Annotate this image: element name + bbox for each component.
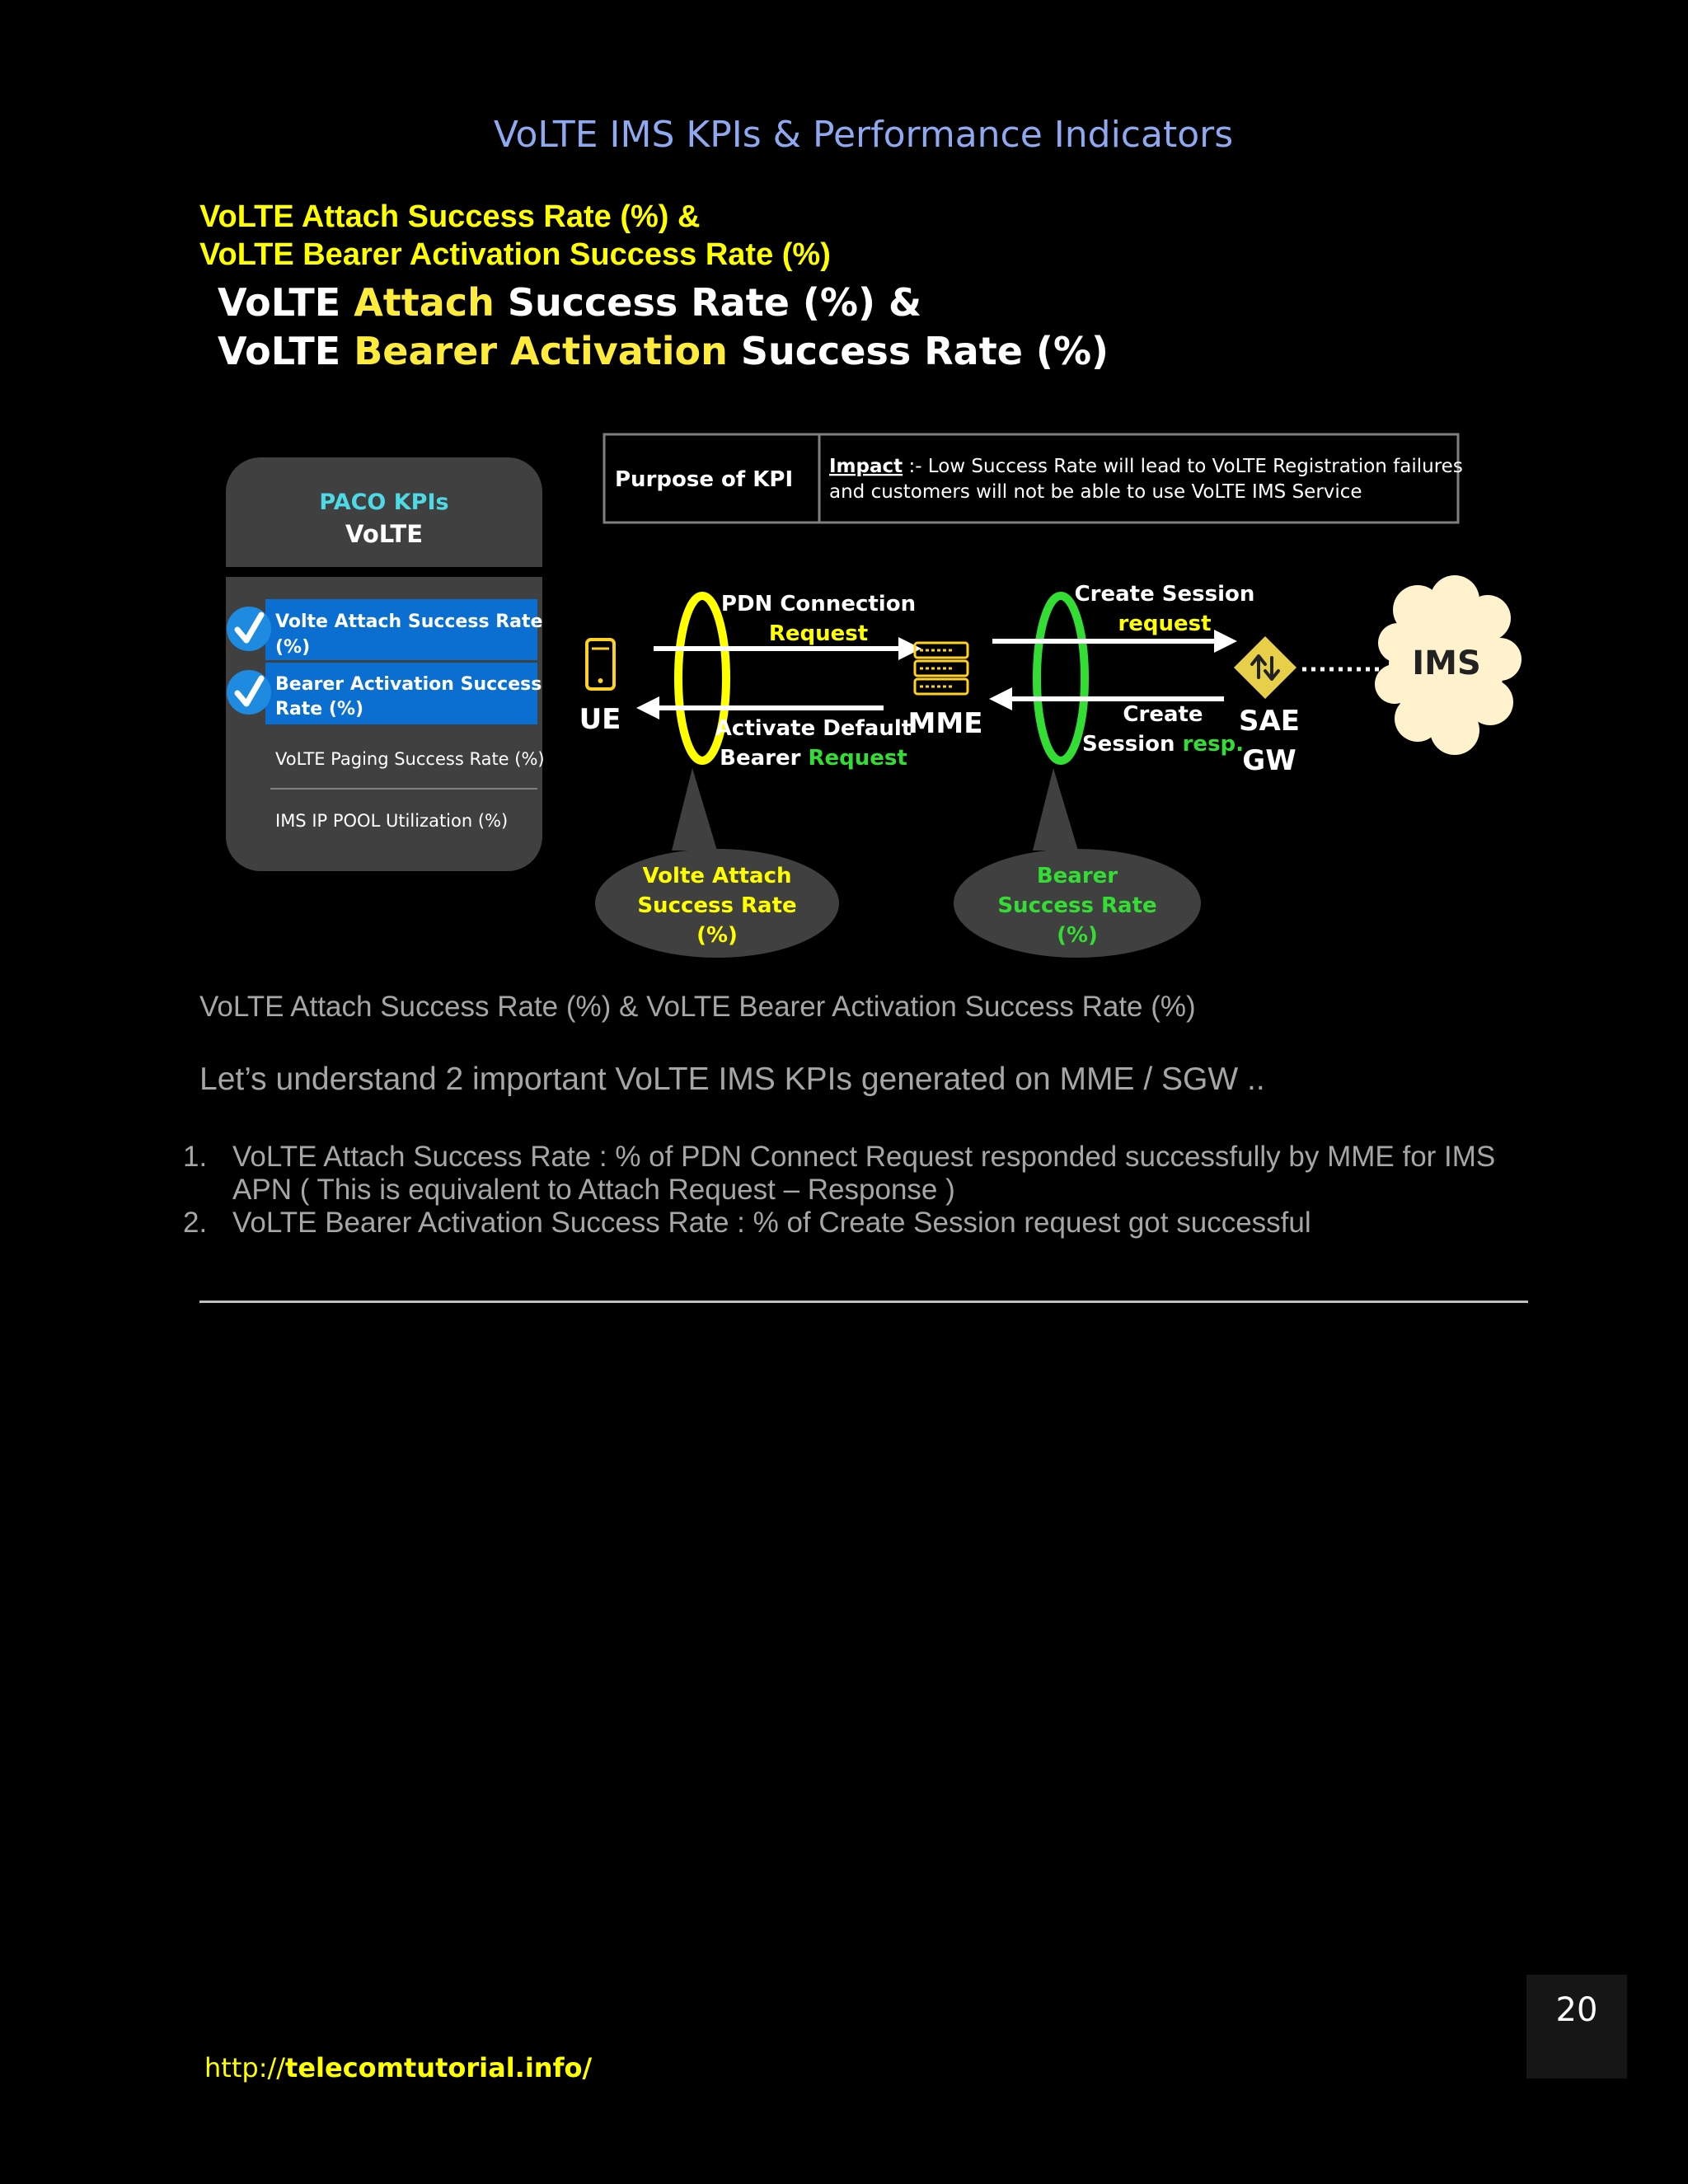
create-session-label: Create Session (1074, 582, 1255, 607)
session-resp-label: Session resp. (1081, 732, 1245, 757)
slide-title-text: VoLTE (218, 280, 354, 325)
callout-line: Success Rate (997, 893, 1157, 918)
callout-line: Success Rate (637, 893, 797, 918)
callout-line: (%) (1057, 923, 1098, 948)
impact-text-line2: and customers will not be able to use VoLTE IMS Service (829, 481, 1362, 503)
gw-label: GW (1242, 744, 1296, 777)
server-icon (915, 643, 968, 694)
document-title: VoLTE IMS KPIs & Performance Indicators (493, 114, 1234, 156)
paco-subtitle: VoLTE (345, 520, 424, 548)
page-number: 20 (1555, 1991, 1598, 2029)
footer-link-prefix: http:// (204, 2052, 286, 2083)
footer-link-domain: telecomtutorial.info/ (285, 2052, 593, 2083)
kpi-item-label: Volte Attach Success Rate (275, 612, 543, 632)
callout-line: Volte Attach (642, 864, 792, 888)
ims-label: IMS (1412, 644, 1481, 682)
footer-link[interactable] (204, 2052, 592, 2083)
impact-text-line1: Impact :- Low Success Rate will lead to VoLTE Registration failures (829, 456, 1463, 477)
purpose-label: Purpose of KPI (615, 467, 794, 492)
attach-callout (595, 768, 839, 958)
figure-caption: VoLTE Attach Success Rate (%) & VoLTE Bearer Activation Success Rate (%) (199, 991, 1196, 1023)
paco-title: PACO KPIs (319, 490, 449, 515)
list-number: 2. (183, 1207, 208, 1239)
slide-title-text: VoLTE (218, 329, 354, 373)
mme-label: MME (907, 707, 983, 740)
list-item-line: VoLTE Bearer Activation Success Rate : % of Create Session request got successful (232, 1207, 1311, 1239)
purpose-table (604, 434, 1463, 523)
list-item (232, 1141, 1495, 1207)
pdn-connection-label: PDN Connection (720, 592, 917, 616)
sae-gateway-icon (1234, 636, 1296, 699)
kpi-item-label: IMS IP POOL Utilization (%) (275, 811, 509, 831)
slide-title-highlight: Bearer Activation (354, 329, 728, 373)
phone-icon (587, 640, 614, 689)
bearer-request-label: Bearer Request (720, 746, 907, 771)
paco-kpi-panel (226, 457, 545, 871)
create-session-request-label: request (1118, 612, 1212, 636)
kpi-item-label: Rate (%) (275, 699, 364, 719)
slide-title-line2 (218, 329, 1109, 373)
bearer-callout (954, 768, 1201, 958)
bearer-measure-ring (1037, 596, 1085, 761)
section-heading-line2: VoLTE Bearer Activation Success Rate (%) (199, 237, 831, 272)
section-heading-line1: VoLTE Attach Success Rate (%) & (199, 199, 701, 234)
kpi-item-label: VoLTE Paging Success Rate (%) (275, 749, 545, 769)
impact-label: Impact (829, 456, 903, 477)
list-item-line: VoLTE Attach Success Rate : % of PDN Connect Request responded successfully by MME for IMS (232, 1141, 1496, 1173)
kpi-item-label: Bearer Activation Success (275, 674, 542, 695)
create-label: Create (1123, 702, 1203, 727)
list-number: 1. (183, 1141, 208, 1173)
horizontal-divider (199, 1301, 1528, 1303)
ue-label: UE (579, 703, 621, 736)
activate-default-label: Activate Default (715, 716, 912, 741)
callout-line: Bearer (1036, 864, 1118, 888)
check-icon (227, 607, 271, 651)
sae-label: SAE (1238, 705, 1301, 738)
lead-paragraph: Let’s understand 2 important VoLTE IMS KPIs generated on MME / SGW .. (199, 1062, 1265, 1097)
slide-title-line1 (218, 280, 921, 325)
pdn-request-label: Request (768, 621, 869, 646)
slide-title-highlight: Attach (354, 280, 495, 325)
slide-title-text: Success Rate (%) (727, 329, 1109, 373)
list-item-line: APN ( This is equivalent to Attach Request – Response ) (232, 1174, 955, 1206)
kpi-diagram (214, 412, 1533, 972)
callout-line: (%) (696, 923, 738, 948)
list-item (232, 1207, 1311, 1240)
check-icon (227, 670, 271, 715)
kpi-item-label: (%) (275, 637, 311, 658)
slide-title-text: Success Rate (%) & (494, 280, 922, 325)
